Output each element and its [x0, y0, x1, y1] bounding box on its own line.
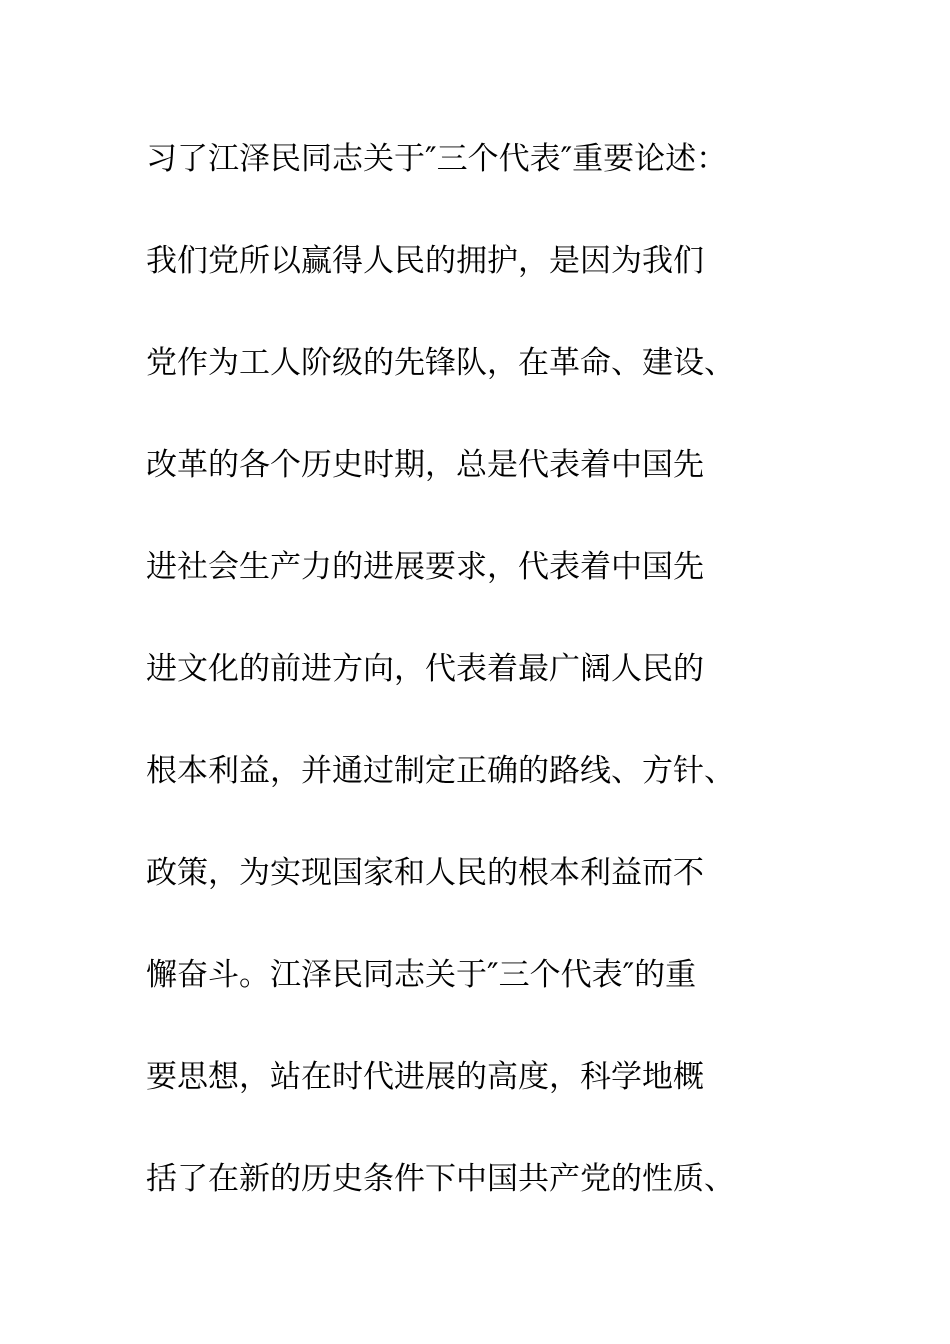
text-line: 懈奋斗。江泽民同志关于″三个代表″的重	[146, 957, 697, 993]
text-line: 我们党所以赢得人民的拥护，是因为我们	[146, 243, 704, 279]
text-line: 进社会生产力的进展要求，代表着中国先	[146, 549, 704, 585]
text-line: 改革的各个历史时期，总是代表着中国先	[146, 447, 704, 483]
text-line: 根本利益，并通过制定正确的路线、方针、	[146, 753, 735, 789]
text-line: 进文化的前进方向，代表着最广阔人民的	[146, 651, 704, 687]
text-line: 党作为工人阶级的先锋队，在革命、建设、	[146, 345, 735, 381]
body-text	[146, 127, 826, 1249]
text-line: 习了江泽民同志关于″三个代表″重要论述：	[146, 141, 728, 177]
text-line: 要思想，站在时代进展的高度，科学地概	[146, 1059, 704, 1095]
text-line: 政策，为实现国家和人民的根本利益而不	[146, 855, 704, 891]
text-line: 括了在新的历史条件下中国共产党的性质、	[146, 1161, 735, 1197]
